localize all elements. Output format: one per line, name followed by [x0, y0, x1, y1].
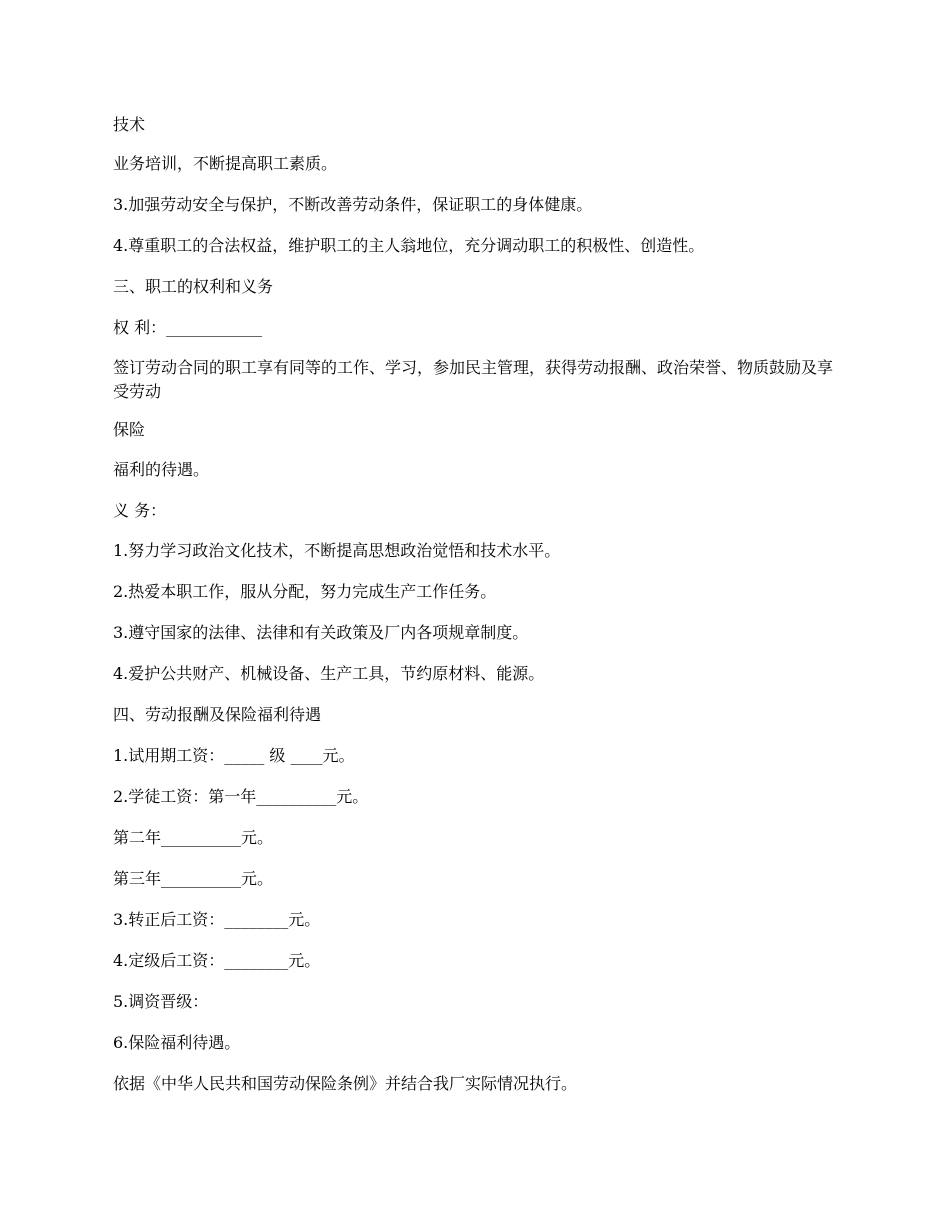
text-line-training: 业务培训，不断提高职工素质。 — [113, 154, 338, 173]
text-line-probation-pay: 1.试用期工资：_____ 级 ____元。 — [113, 746, 355, 765]
text-line-graded-pay: 4.定级后工资：________元。 — [113, 951, 321, 970]
section-heading-rights-duties: 三、职工的权利和义务 — [113, 277, 274, 296]
text-line-jishu: 技术 — [113, 115, 146, 134]
text-line-insurance-benefits: 6.保险福利待遇。 — [113, 1033, 241, 1052]
text-line-apprentice-year3: 第三年__________元。 — [113, 869, 274, 888]
text-line-safety: 3.加强劳动安全与保护，不断改善劳动条件，保证职工的身体健康。 — [113, 195, 593, 214]
text-paragraph-contract-rights: 签订劳动合同的职工享有同等的工作、学习，参加民主管理，获得劳动报酬、政治荣誉、物质鼓励及享受劳动 — [113, 358, 834, 401]
text-line-duty-2: 2.热爱本职工作，服从分配，努力完成生产工作任务。 — [113, 582, 497, 601]
text-line-apprentice-year2: 第二年__________元。 — [113, 828, 274, 847]
text-line-regular-pay: 3.转正后工资：________元。 — [113, 910, 321, 929]
text-line-promotion: 5.调资晋级： — [113, 992, 209, 1011]
text-line-regulation-basis: 依据《中华人民共和国劳动保险条例》并结合我厂实际情况执行。 — [113, 1074, 578, 1093]
text-line-rights-label: 权 利：____________ — [113, 318, 263, 337]
text-line-duty-3: 3.遵守国家的法律、法律和有关政策及厂内各项规章制度。 — [113, 623, 529, 642]
text-line-duty-4: 4.爱护公共财产、机械设备、生产工具，节约原材料、能源。 — [113, 664, 545, 683]
text-line-insurance: 保险 — [113, 420, 146, 439]
text-line-apprentice-year1: 2.学徒工资：第一年__________元。 — [113, 787, 369, 806]
text-line-rights-respect: 4.尊重职工的合法权益，维护职工的主人翁地位，充分调动职工的积极性、创造性。 — [113, 236, 705, 255]
text-line-duties-label: 义 务： — [113, 501, 167, 520]
text-line-duty-1: 1.努力学习政治文化技术，不断提高思想政治觉悟和技术水平。 — [113, 541, 561, 560]
section-heading-pay-welfare: 四、劳动报酬及保险福利待遇 — [113, 705, 322, 724]
text-line-welfare: 福利的待遇。 — [113, 460, 210, 479]
